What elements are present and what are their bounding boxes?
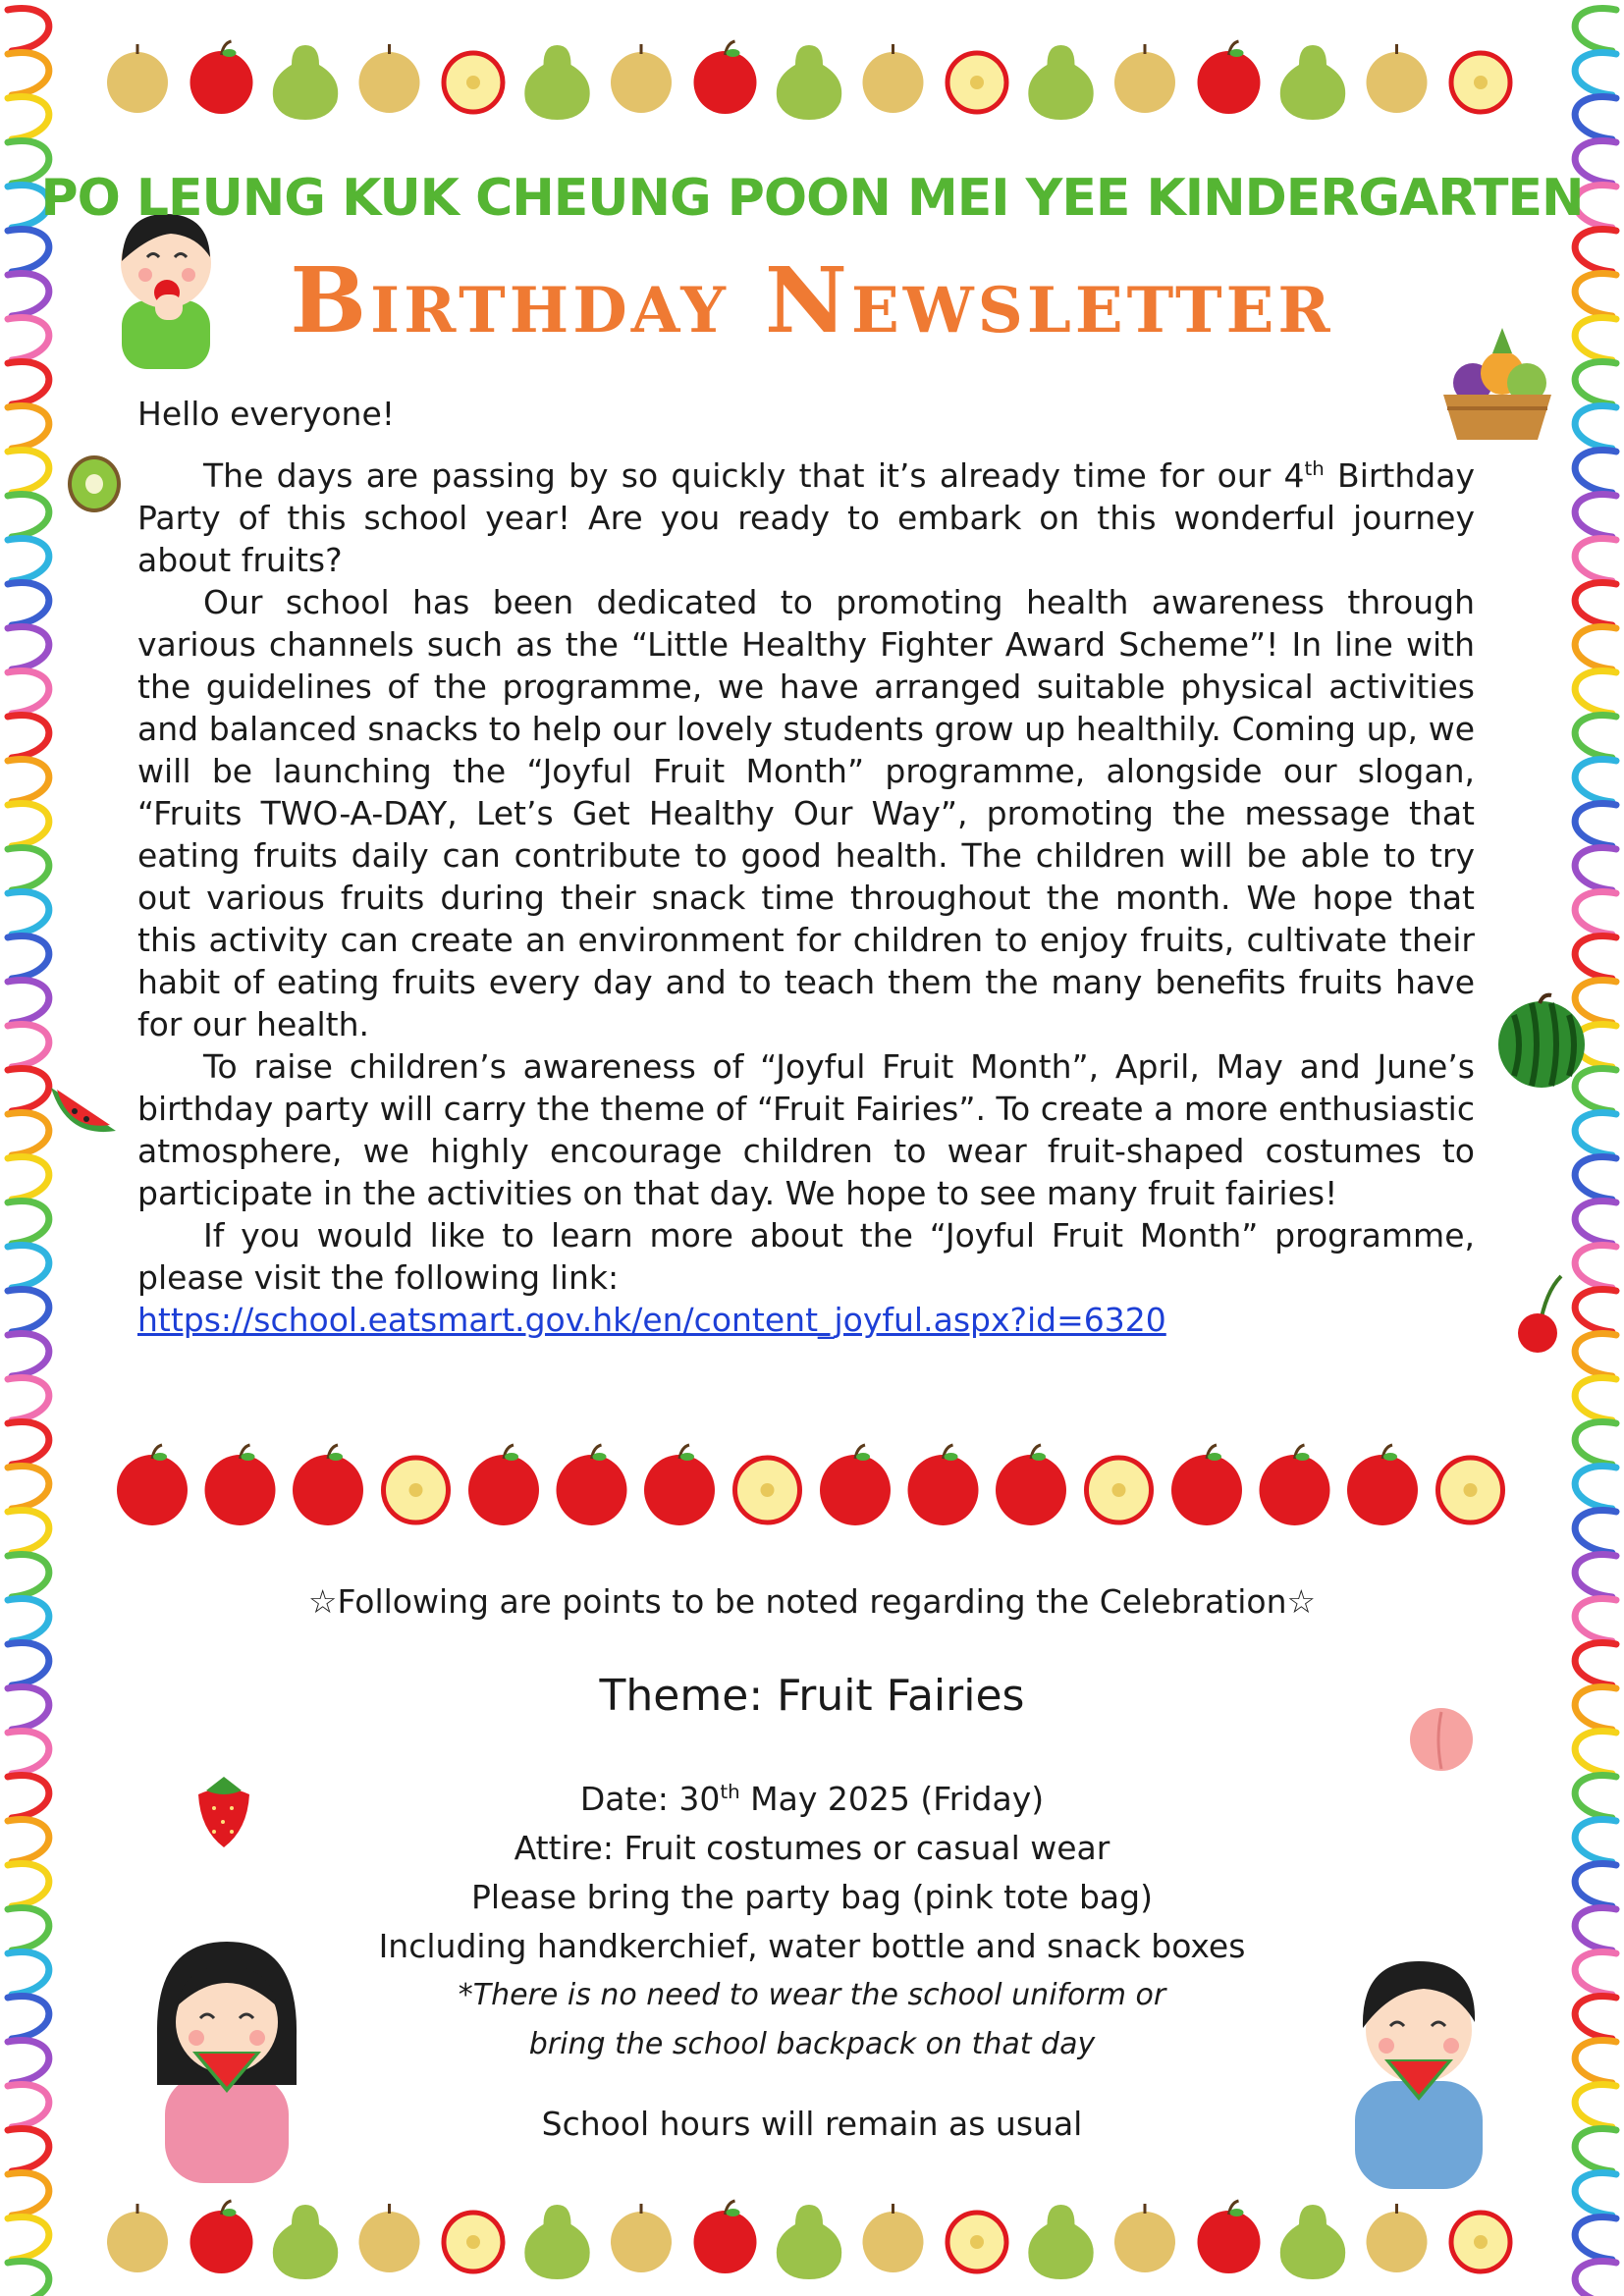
bitten-apple-icon [735, 1458, 800, 1522]
celebration-heading: ☆Following are points to be noted regarding the Celebration☆ [307, 1582, 1317, 1621]
pear-icon [524, 45, 589, 120]
ring-loop [8, 451, 49, 493]
ring-loop [8, 362, 49, 404]
apple-icon [694, 2201, 757, 2273]
ring-loop [8, 583, 49, 625]
top-fruit-border [98, 27, 1526, 135]
ring-loop [1575, 406, 1616, 449]
apple-icon [468, 1445, 539, 1525]
apple-icon [644, 1445, 715, 1525]
paragraph-4: If you would like to learn more about the “Joyful Fruit Month” programme, please visit the following link: [137, 1216, 1475, 1297]
ring-loop [1575, 1290, 1616, 1332]
ring-loop [8, 892, 49, 934]
ring-loop [8, 1511, 49, 1553]
ring-loop [8, 97, 49, 139]
ring-loop [1575, 1113, 1616, 1155]
bitten-apple-icon [947, 2213, 1006, 2271]
ring-loop [1575, 1467, 1616, 1509]
ring-loop [1575, 1732, 1616, 1774]
ring-loop [1575, 1378, 1616, 1420]
ring-loop [1575, 583, 1616, 625]
asian-pear-icon [863, 2204, 924, 2272]
pear-icon [777, 2205, 841, 2279]
ring-loop [1575, 760, 1616, 802]
ring-loop [8, 1113, 49, 1155]
ring-loop [1575, 2173, 1616, 2216]
letter-body [137, 393, 1475, 1341]
ring-loop [8, 671, 49, 714]
ring-loop [8, 716, 49, 758]
bitten-apple-icon [1087, 1458, 1152, 1522]
pear-icon [1280, 2205, 1345, 2279]
bitten-apple-icon [947, 53, 1006, 112]
ring-loop [8, 1025, 49, 1067]
ring-loop [1575, 716, 1616, 758]
watermelon-slice-icon [47, 1068, 120, 1145]
ring-loop [1575, 2217, 1616, 2260]
ring-loop [8, 1467, 49, 1509]
ring-loop [1575, 539, 1616, 581]
asian-pear-icon [611, 44, 672, 113]
ring-loop [8, 1069, 49, 1111]
ring-loop [1575, 495, 1616, 537]
ring-loop [1575, 1422, 1616, 1465]
ring-loop [8, 2173, 49, 2216]
bottom-fruit-border [98, 2187, 1526, 2295]
pear-icon [273, 45, 338, 120]
paragraph-3: To raise children’s awareness of “Joyful Fruit Month”, April, May and June’s birthday party will carry the theme of “Fruit Fairies”. To create a more enthusiastic atmosphere, we highly encourage children to wear fruit-shaped costumes to participate in the activities on that day. We hope to see many fruit fairies! [137, 1047, 1475, 1212]
apple-icon [820, 1445, 891, 1525]
pear-icon [524, 2205, 589, 2279]
joyful-fruit-link[interactable]: https://school.eatsmart.gov.hk/en/content_joyful.aspx?id=6320 [137, 1301, 1166, 1339]
uniform-note-line-1: *There is no need to wear the school uniform or [458, 1978, 1166, 2012]
apple-icon [293, 1445, 363, 1525]
ring-loop [8, 627, 49, 669]
ring-loop [8, 1157, 49, 1200]
bitten-apple-icon [384, 1458, 449, 1522]
apple-icon [996, 1445, 1066, 1525]
apple-icon [205, 1445, 276, 1525]
asian-pear-icon [1367, 44, 1428, 113]
paragraph-2: Our school has been dedicated to promoting health awareness through various channels such as the “Little Healthy Fighter Award Scheme”! In line with the guidelines of the programme, we have arranged suitable physical activities and balanced snacks to help our lovely students grow up healthily. Coming up, we will be launching the “Joyful Fruit Month” programme, alongside our slogan, “Fruits TWO-A-DAY, Let’s Get Healthy Our Way”, promoting the message that eating fruits daily can contribute to good health. The children will be able to try out various fruits during their snack time throughout the month. We hope that this activity can create an environment for children to enjoy fruits, cultivate their habit of eating fruits every day and to teach them the many benefits fruits have for our health. [137, 583, 1475, 1043]
asian-pear-icon [863, 44, 924, 113]
party-theme: Theme: Fruit Fairies [599, 1671, 1025, 1721]
bitten-apple-icon [1451, 53, 1510, 112]
ring-loop [1575, 848, 1616, 890]
ring-loop [1575, 2262, 1616, 2296]
ring-loop [1575, 1157, 1616, 1200]
ring-loop [8, 2217, 49, 2260]
ring-loop [8, 53, 49, 95]
attire-note: Attire: Fruit costumes or casual wear [514, 1829, 1110, 1867]
greeting: Hello everyone! [137, 395, 396, 433]
ring-loop [8, 406, 49, 449]
ring-loop [1575, 1511, 1616, 1553]
bitten-apple-icon [1451, 2213, 1510, 2271]
asian-pear-icon [1114, 2204, 1175, 2272]
ring-loop [1575, 1201, 1616, 1244]
apple-icon [908, 1445, 979, 1525]
asian-pear-icon [1367, 2204, 1428, 2272]
ring-loop [8, 2262, 49, 2296]
ring-loop [8, 495, 49, 537]
ring-loop [1575, 892, 1616, 934]
asian-pear-icon [611, 2204, 672, 2272]
pear-icon [1028, 45, 1093, 120]
apple-icon [190, 2201, 253, 2273]
ring-loop [1575, 1246, 1616, 1288]
girl-eating-watermelon-illustration [143, 1928, 310, 2183]
paragraph-1: The days are passing by so quickly that it’s already time for our 4th Birthday Party of this school year! Are you ready to embark on this wonderful journey about fruits? [137, 456, 1475, 579]
apple-icon [694, 41, 757, 114]
asian-pear-icon [107, 2204, 168, 2272]
bitten-apple-icon [444, 53, 503, 112]
school-name: PO LEUNG KUK CHEUNG POON MEI YEE KINDERGARTEN [40, 169, 1584, 228]
party-date: Date: 30th May 2025 (Friday) [579, 1780, 1045, 1818]
party-bag-note: Please bring the party bag (pink tote bag) [471, 1878, 1153, 1916]
ring-loop [1575, 97, 1616, 139]
ring-loop [8, 936, 49, 979]
ring-loop [1575, 804, 1616, 846]
apple-divider-row [108, 1443, 1512, 1531]
asian-pear-icon [359, 2204, 420, 2272]
apple-icon [1347, 1445, 1418, 1525]
ring-loop [8, 848, 49, 890]
bitten-apple-icon [444, 2213, 503, 2271]
ring-loop [8, 1201, 49, 1244]
ring-loop [8, 1334, 49, 1376]
ring-loop [8, 1378, 49, 1420]
watermelon-icon [1494, 991, 1589, 1094]
ring-loop [1575, 627, 1616, 669]
ring-loop [8, 1732, 49, 1774]
pear-icon [777, 45, 841, 120]
pear-icon [273, 2205, 338, 2279]
ring-loop [8, 760, 49, 802]
apple-icon [117, 1445, 188, 1525]
apple-icon [1260, 1445, 1330, 1525]
apple-icon [1198, 2201, 1261, 2273]
ring-loop [8, 981, 49, 1023]
ring-loop [1575, 9, 1616, 51]
apple-icon [557, 1445, 627, 1525]
ring-loop [8, 539, 49, 581]
boy-eating-watermelon-illustration [1335, 1934, 1502, 2189]
ring-loop [1575, 53, 1616, 95]
ring-loop [8, 1290, 49, 1332]
apple-icon [190, 41, 253, 114]
bitten-apple-icon [1438, 1458, 1503, 1522]
asian-pear-icon [359, 44, 420, 113]
ring-loop [8, 804, 49, 846]
pear-icon [1280, 45, 1345, 120]
apple-icon [1198, 41, 1261, 114]
ring-loop [8, 9, 49, 51]
school-hours-note: School hours will remain as usual [541, 2105, 1083, 2143]
kiwi-icon [65, 454, 124, 518]
asian-pear-icon [1114, 44, 1175, 113]
uniform-note-line-2: bring the school backpack on that day [528, 2027, 1096, 2061]
pear-icon [1028, 2205, 1093, 2279]
ring-loop [1575, 936, 1616, 979]
ring-loop [1575, 451, 1616, 493]
apple-icon [1171, 1445, 1242, 1525]
ring-loop [1575, 362, 1616, 404]
items-note: Including handkerchief, water bottle and snack boxes [378, 1927, 1246, 1965]
cherry-icon [1510, 1272, 1569, 1359]
ring-loop [8, 1246, 49, 1288]
ring-loop [8, 1422, 49, 1465]
newsletter-title: Birthday Newsletter [290, 247, 1334, 353]
asian-pear-icon [107, 44, 168, 113]
ring-loop [1575, 1334, 1616, 1376]
ring-loop [1575, 671, 1616, 714]
